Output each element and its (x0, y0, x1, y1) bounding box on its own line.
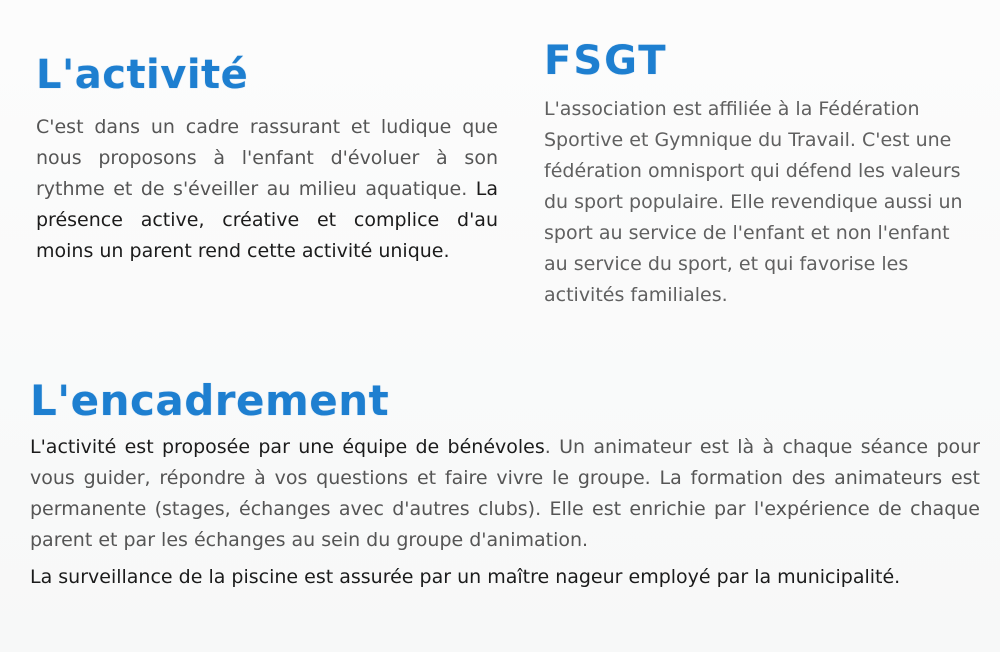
surveillance-paragraph: La surveillance de la piscine est assurée par un maître nageur employé par la municipalité. (30, 566, 901, 588)
activite-paragraph (36, 112, 498, 267)
activite-intro-text: C'est dans un cadre rassurant et ludique que nous proposons à l'enfant d'évoluer à son rythme et de s'éveiller au milieu aquatique. (36, 116, 498, 200)
fsgt-heading: FSGT (544, 38, 668, 84)
encadrement-rest-text: . Un animateur est là à chaque séance pour vous guider, répondre à vos questions et faire vivre le groupe. La formation des animateurs est permanente (stages, échanges avec d'autres clubs). Elle est enrichie par l'expérience de chaque parent et par les échanges au sein du groupe d'animation. (30, 436, 980, 551)
activite-heading: L'activité (36, 52, 249, 98)
encadrement-heading: L'encadrement (30, 376, 390, 425)
fsgt-paragraph: L'association est affiliée à la Fédération Sportive et Gymnique du Travail. C'est une fédération omnisport qui défend les valeurs du sport populaire. Elle revendique aussi un sport au service de l'enfant et non l'enfant au service du sport, et qui favorise les activités familiales. (544, 98, 963, 306)
encadrement-paragraph (30, 432, 980, 556)
encadrement-emphasis-text: L'activité est proposée par une équipe de bénévoles (30, 436, 545, 458)
activite-emphasis-text: La présence active, créative et complice d'au moins un parent rend cette activité unique. (36, 178, 498, 262)
